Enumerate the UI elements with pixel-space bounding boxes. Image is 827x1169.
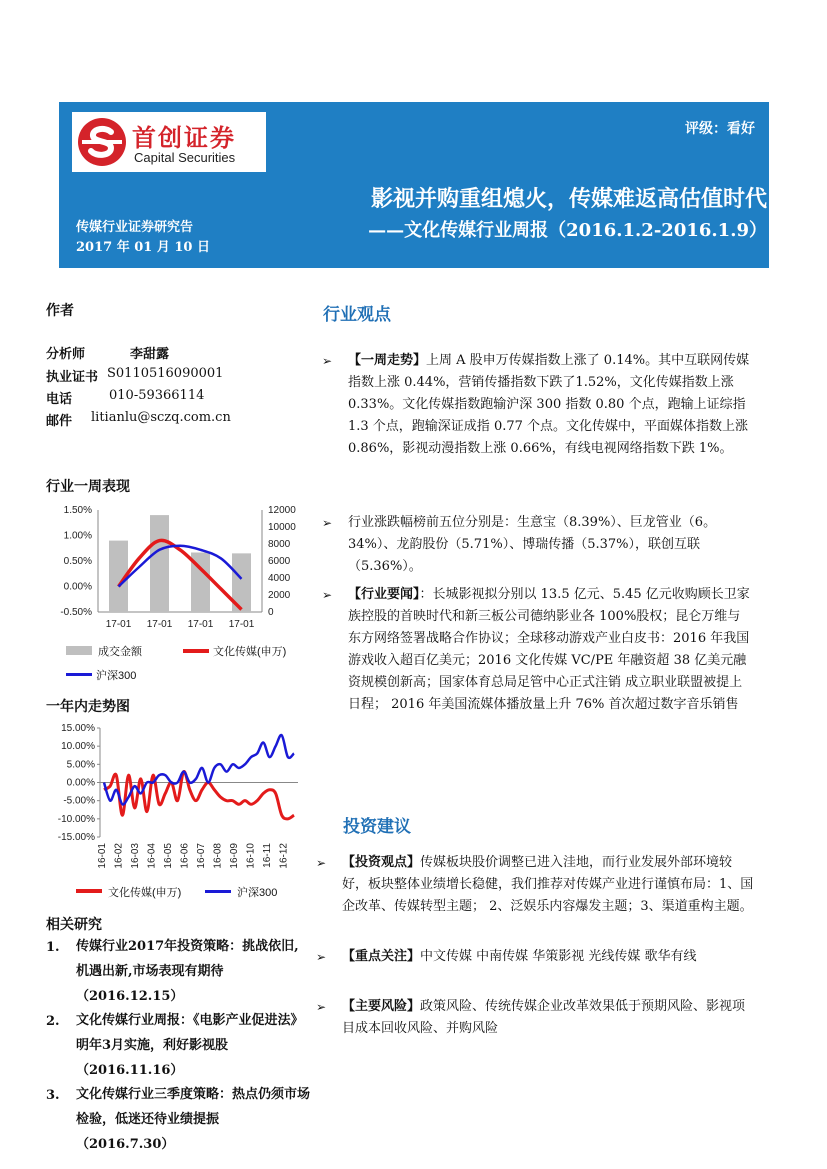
investment-view-bullet (342, 852, 754, 918)
legend2-swatch-media (76, 889, 102, 893)
logo-cn-text: 首创证券 (132, 123, 236, 152)
phone-value: 010-59366114 (109, 388, 205, 403)
author-heading: 作者 (46, 303, 74, 319)
x-tick-label: 16-09 (229, 843, 240, 869)
bullet-lead: 【主要风险】 (342, 999, 421, 1014)
phone-label: 电话 (46, 392, 73, 407)
y-tick-label: 0.00% (66, 777, 95, 789)
x-tick-label: 17-01 (146, 619, 173, 630)
bullet-arrow-icon: ➢ (322, 516, 333, 530)
logo-s-mark (78, 118, 126, 166)
analyst-name: 李甜露 (130, 347, 170, 362)
legend-swatch-hs300 (66, 673, 92, 676)
y-tick-label: 15.00% (61, 723, 95, 734)
y-tick-label-right: 4000 (268, 573, 291, 584)
volume-bar (150, 515, 169, 612)
analyst-label: 分析师 (46, 347, 86, 362)
industry-news-bullet (348, 584, 752, 716)
x-tick-label: 16-12 (278, 843, 290, 869)
report-date: 2017 年 01 月 10 日 (76, 240, 210, 255)
y-tick-label: -5.00% (63, 795, 95, 807)
x-tick-label: 16-08 (212, 843, 224, 869)
x-tick-label: 16-10 (245, 843, 257, 869)
report-type: 传媒行业证券研究告 (76, 220, 194, 235)
bullet-arrow-icon: ➢ (316, 856, 327, 870)
related-item[interactable]: 文化传媒行业三季度策略：热点仍须市场检验，低迷还待业绩提振（2016.7.30） (76, 1087, 311, 1152)
x-tick-label: 17-01 (105, 619, 132, 630)
y-tick-label: -10.00% (57, 813, 95, 825)
bullet-text: 传媒板块股价调整已进入洼地，而行业发展外部环境较好，板块整体业绩增长稳健，我们推荐对传媒产业进行谨慎布局：1、国企改革、传媒转型主题； 2、泛娱乐内容爆发主题；3、渠道重构主题。 (342, 855, 754, 914)
top-gainers-bullet (348, 512, 752, 578)
bullet-text: 上周 A 股申万传媒指数上涨了 0.14%。其中互联网传媒指数上涨 0.44%，营销传播指数下跌了1.52%，文化传媒指数上涨 0.33%。文化传媒指数跑输沪深 300 指数 0.80 个点，跑输上证综指 1.3 个点，跑输深证成指 0.77 个点。文化传媒中，平面媒体指数上涨 0.86%，影视动漫指数上涨 0.66%，有线电视网络指数下跌 1%。 (348, 353, 750, 456)
bullet-arrow-icon: ➢ (322, 588, 333, 602)
bullet-text: ：长城影视拟分别以 13.5 亿元、5.45 亿元收购顾长卫家族控股的首映时代和新三板公司德纳影业各 100%股权；昆仑万维与东方网络签署战略合作协议；全球移动游戏产业白皮书：2016 年我国游戏收入超百亿美元；2016 文化传媒 VC/PE 年融资超 38 亿美元融资规模创新高；国家体育总局足管中心正式注销 成立职业联盟被提上日程； 2016 年美国流媒体播放量上升 76% 首次超过数字音乐销售 (348, 587, 750, 712)
company-logo (72, 112, 266, 172)
legend-label-media: 文化传媒(申万) (213, 646, 287, 658)
y-tick-label-right: 6000 (268, 556, 291, 567)
rating: 评级：看好 (685, 121, 755, 137)
email-label: 邮件 (46, 414, 73, 429)
media-line (104, 771, 294, 818)
y-tick-label-left: 0.00% (63, 581, 92, 593)
y-tick-label: -15.00% (57, 832, 95, 843)
report-subtitle: ——文化传媒行业周报（2016.1.2-2016.1.9） (368, 220, 767, 241)
y-tick-label-right: 8000 (268, 539, 291, 550)
media-line (119, 540, 242, 609)
bullet-lead: 【投资观点】 (342, 855, 421, 870)
y-tick-label: 5.00% (66, 759, 95, 771)
related-num: 3. (46, 1088, 60, 1103)
x-tick-label: 16-05 (163, 843, 174, 869)
x-tick-label: 17-01 (187, 619, 214, 630)
x-tick-label: 16-01 (97, 843, 108, 869)
x-tick-label: 16-02 (113, 843, 125, 869)
legend2-label-media: 文化传媒(申万) (108, 887, 182, 899)
report-title: 影视并购重组熄火，传媒难返高估值时代 (370, 186, 767, 212)
y-tick-label-left: -0.50% (60, 607, 92, 618)
legend2-label-hs300: 沪深300 (237, 887, 278, 899)
legend-swatch-media (183, 649, 209, 653)
cert-label: 执业证书 (46, 370, 99, 385)
y-tick-label: 10.00% (61, 741, 95, 753)
legend-label-volume: 成交金额 (98, 646, 142, 658)
bullet-text: 中文传媒 中南传媒 华策影视 光线传媒 歌华有线 (420, 949, 697, 964)
investment-advice-heading: 投资建议 (343, 817, 411, 837)
y-tick-label-left: 1.00% (63, 530, 92, 542)
related-num: 1. (46, 940, 60, 955)
chart1-title: 行业一周表现 (46, 479, 130, 495)
x-tick-label: 16-07 (196, 843, 207, 869)
main-risks-bullet (342, 996, 754, 1040)
cert-value: S0110516090001 (107, 366, 224, 381)
weekly-performance-chart (40, 500, 310, 635)
y-tick-label-right: 12000 (268, 505, 296, 516)
legend2-swatch-hs300 (205, 890, 231, 893)
legend-label-hs300: 沪深300 (96, 670, 137, 682)
related-heading: 相关研究 (46, 917, 102, 933)
y-tick-label-right: 2000 (268, 590, 291, 601)
y-tick-label-left: 0.50% (63, 556, 92, 567)
industry-view-heading: 行业观点 (323, 305, 391, 325)
x-tick-label: 17-01 (228, 619, 255, 630)
y-tick-label-right: 10000 (268, 522, 296, 533)
key-focus-bullet (342, 946, 754, 968)
related-num: 2. (46, 1014, 60, 1029)
y-tick-label-right: 0 (268, 607, 274, 618)
email-value: litianlu@sczq.com.cn (91, 410, 231, 425)
related-item[interactable]: 传媒行业2017年投资策略：挑战依旧,机遇出新,市场表现有期待（2016.12.15） (76, 939, 299, 1004)
legend-swatch-volume (66, 646, 92, 655)
chart2-title: 一年内走势图 (46, 699, 130, 715)
bullet-arrow-icon: ➢ (316, 950, 327, 964)
logo-en-text: Capital Securities (134, 150, 236, 165)
x-tick-label: 16-03 (130, 843, 141, 869)
bullet-text: 政策风险、传统传媒企业改革效果低于预期风险、影视项目成本回收风险、并购风险 (342, 999, 746, 1036)
bullet-arrow-icon: ➢ (322, 354, 333, 368)
bullet-lead: 【重点关注】 (342, 949, 421, 964)
x-tick-label: 16-06 (179, 843, 191, 869)
related-item[interactable]: 文化传媒行业周报：《电影产业促进法》明年3月实施，利好影视股（2016.11.16） (76, 1013, 304, 1078)
weekly-trend-bullet (348, 350, 752, 460)
bullet-text: 行业涨跌幅榜前五位分别是：生意宝（8.39%）、巨龙管业（6。34%）、龙韵股份（5.71%）、博瑞传播（5.37%），联创互联（5.36%）。 (348, 515, 717, 574)
x-tick-label: 16-11 (262, 843, 273, 868)
bullet-arrow-icon: ➢ (316, 1000, 327, 1014)
one-year-trend-chart (40, 720, 310, 878)
bullet-lead: 【一周走势】 (348, 353, 427, 368)
bullet-lead: 【行业要闻】 (348, 587, 420, 602)
x-tick-label: 16-04 (146, 843, 158, 869)
y-tick-label-left: 1.50% (63, 505, 92, 516)
